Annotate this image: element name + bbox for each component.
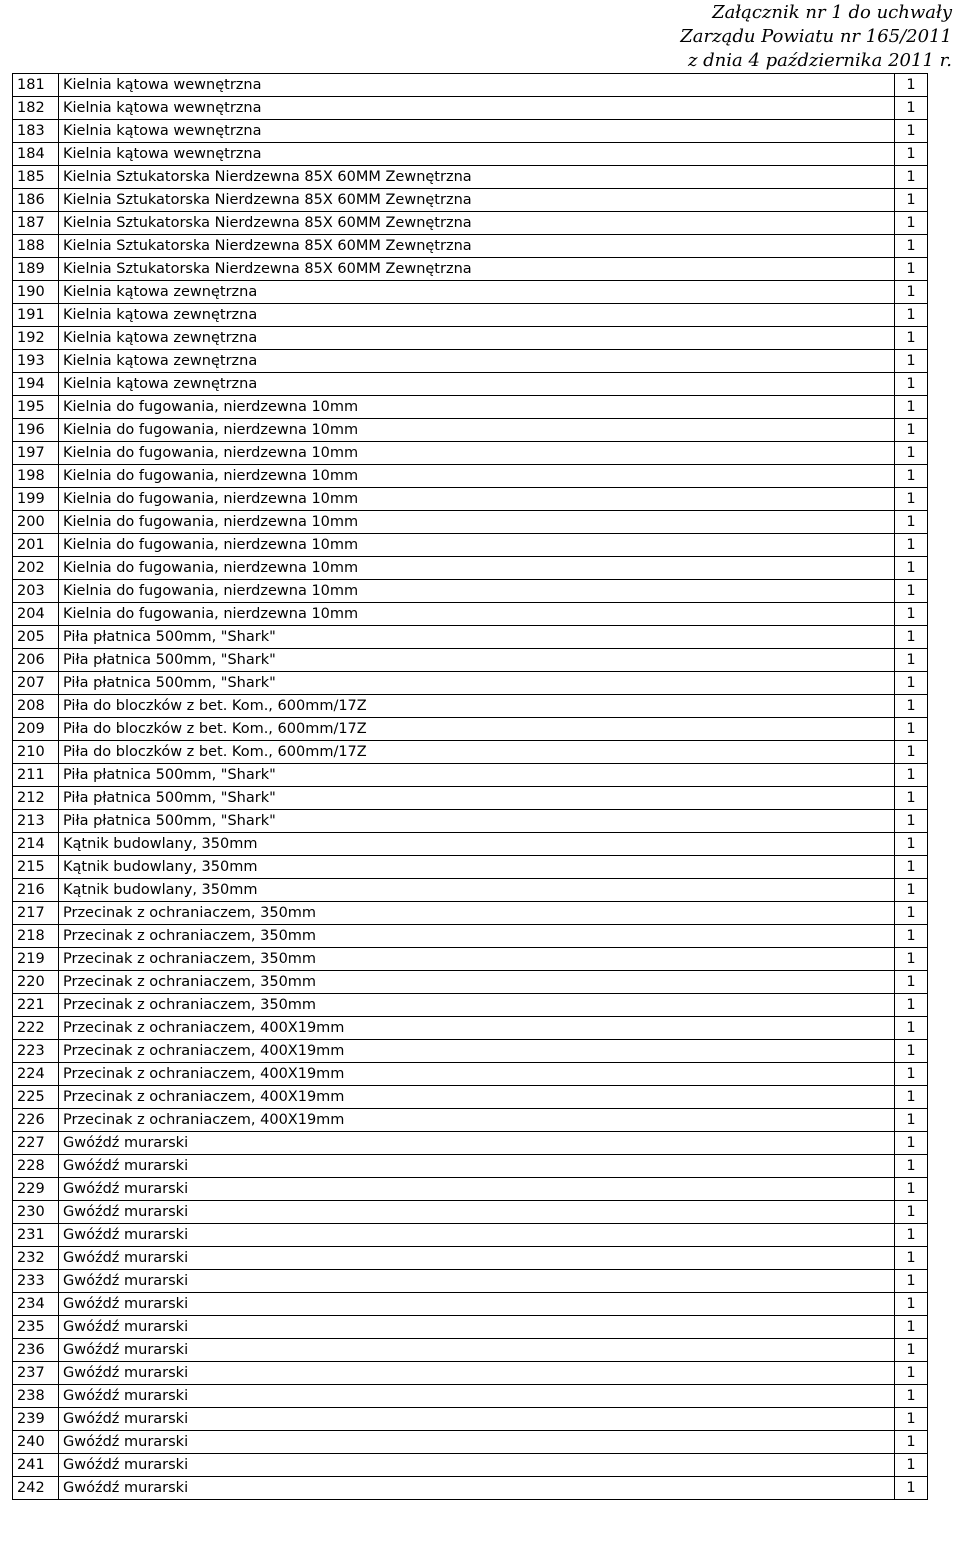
- quantity-cell: 1: [895, 971, 928, 994]
- quantity-cell: 1: [895, 764, 928, 787]
- item-name-cell: Kielnia Sztukatorska Nierdzewna 85X 60MM Zewnętrzna: [59, 166, 895, 189]
- quantity-cell: 1: [895, 1155, 928, 1178]
- item-name-cell: Piła płatnica 500mm, "Shark": [59, 810, 895, 833]
- row-number-cell: 231: [13, 1224, 59, 1247]
- table-row: [13, 856, 928, 879]
- quantity-cell: 1: [895, 1385, 928, 1408]
- row-number-cell: 234: [13, 1293, 59, 1316]
- row-number-cell: 217: [13, 902, 59, 925]
- table-row: [13, 189, 928, 212]
- table-row: [13, 1224, 928, 1247]
- table-row: [13, 442, 928, 465]
- quantity-cell: 1: [895, 1178, 928, 1201]
- row-number-cell: 209: [13, 718, 59, 741]
- item-name-cell: Piła płatnica 500mm, "Shark": [59, 787, 895, 810]
- item-name-cell: Piła płatnica 500mm, "Shark": [59, 649, 895, 672]
- table-row: [13, 1132, 928, 1155]
- quantity-cell: 1: [895, 1063, 928, 1086]
- item-name-cell: Kielnia kątowa wewnętrzna: [59, 143, 895, 166]
- item-name-cell: Kielnia Sztukatorska Nierdzewna 85X 60MM Zewnętrzna: [59, 212, 895, 235]
- row-number-cell: 196: [13, 419, 59, 442]
- quantity-cell: 1: [895, 994, 928, 1017]
- row-number-cell: 222: [13, 1017, 59, 1040]
- table-row: [13, 1293, 928, 1316]
- quantity-cell: 1: [895, 741, 928, 764]
- table-row: [13, 971, 928, 994]
- quantity-cell: 1: [895, 603, 928, 626]
- row-number-cell: 225: [13, 1086, 59, 1109]
- row-number-cell: 192: [13, 327, 59, 350]
- quantity-cell: 1: [895, 1408, 928, 1431]
- row-number-cell: 228: [13, 1155, 59, 1178]
- table-row: [13, 1339, 928, 1362]
- item-name-cell: Kielnia do fugowania, nierdzewna 10mm: [59, 442, 895, 465]
- row-number-cell: 230: [13, 1201, 59, 1224]
- quantity-cell: 1: [895, 442, 928, 465]
- item-name-cell: Kielnia do fugowania, nierdzewna 10mm: [59, 511, 895, 534]
- item-name-cell: Kielnia Sztukatorska Nierdzewna 85X 60MM Zewnętrzna: [59, 235, 895, 258]
- row-number-cell: 221: [13, 994, 59, 1017]
- table-row: [13, 557, 928, 580]
- row-number-cell: 211: [13, 764, 59, 787]
- table-row: [13, 166, 928, 189]
- table-row: [13, 350, 928, 373]
- item-name-cell: Gwóźdź murarski: [59, 1454, 895, 1477]
- item-name-cell: Gwóźdź murarski: [59, 1247, 895, 1270]
- table-row: [13, 741, 928, 764]
- quantity-cell: 1: [895, 1040, 928, 1063]
- item-name-cell: Kielnia do fugowania, nierdzewna 10mm: [59, 603, 895, 626]
- row-number-cell: 216: [13, 879, 59, 902]
- table-row: [13, 327, 928, 350]
- item-name-cell: Kielnia kątowa zewnętrzna: [59, 350, 895, 373]
- quantity-cell: 1: [895, 580, 928, 603]
- quantity-cell: 1: [895, 488, 928, 511]
- row-number-cell: 185: [13, 166, 59, 189]
- quantity-cell: 1: [895, 833, 928, 856]
- row-number-cell: 214: [13, 833, 59, 856]
- row-number-cell: 208: [13, 695, 59, 718]
- attachment-header: [552, 0, 952, 73]
- table-row: [13, 764, 928, 787]
- item-name-cell: Gwóźdź murarski: [59, 1385, 895, 1408]
- item-name-cell: Piła płatnica 500mm, "Shark": [59, 626, 895, 649]
- row-number-cell: 238: [13, 1385, 59, 1408]
- row-number-cell: 236: [13, 1339, 59, 1362]
- row-number-cell: 181: [13, 74, 59, 97]
- quantity-cell: 1: [895, 1362, 928, 1385]
- row-number-cell: 212: [13, 787, 59, 810]
- table-row: [13, 925, 928, 948]
- table-row: [13, 1362, 928, 1385]
- table-row: [13, 120, 928, 143]
- quantity-cell: 1: [895, 74, 928, 97]
- quantity-cell: 1: [895, 557, 928, 580]
- row-number-cell: 213: [13, 810, 59, 833]
- row-number-cell: 226: [13, 1109, 59, 1132]
- quantity-cell: 1: [895, 672, 928, 695]
- table-row: [13, 672, 928, 695]
- table-row: [13, 488, 928, 511]
- item-name-cell: Gwóźdź murarski: [59, 1339, 895, 1362]
- table-row: [13, 580, 928, 603]
- table-row: [13, 1017, 928, 1040]
- item-name-cell: Kielnia do fugowania, nierdzewna 10mm: [59, 557, 895, 580]
- item-name-cell: Kielnia kątowa zewnętrzna: [59, 281, 895, 304]
- header-line-date: z dnia 4 października 2011 r.: [687, 50, 952, 71]
- table-row: [13, 833, 928, 856]
- quantity-cell: 1: [895, 1247, 928, 1270]
- table-row: [13, 1040, 928, 1063]
- item-name-cell: Kątnik budowlany, 350mm: [59, 856, 895, 879]
- item-name-cell: Przecinak z ochraniaczem, 350mm: [59, 948, 895, 971]
- quantity-cell: 1: [895, 1132, 928, 1155]
- quantity-cell: 1: [895, 304, 928, 327]
- table-row: [13, 534, 928, 557]
- item-name-cell: Piła do bloczków z bet. Kom., 600mm/17Z: [59, 695, 895, 718]
- row-number-cell: 197: [13, 442, 59, 465]
- table-row: [13, 1385, 928, 1408]
- item-name-cell: Gwóźdź murarski: [59, 1316, 895, 1339]
- row-number-cell: 227: [13, 1132, 59, 1155]
- row-number-cell: 200: [13, 511, 59, 534]
- item-name-cell: Kielnia do fugowania, nierdzewna 10mm: [59, 488, 895, 511]
- table-row: [13, 1477, 928, 1500]
- table-row: [13, 511, 928, 534]
- item-name-cell: Kielnia Sztukatorska Nierdzewna 85X 60MM Zewnętrzna: [59, 189, 895, 212]
- item-name-cell: Przecinak z ochraniaczem, 400X19mm: [59, 1017, 895, 1040]
- item-name-cell: Gwóźdź murarski: [59, 1362, 895, 1385]
- row-number-cell: 220: [13, 971, 59, 994]
- table-row: [13, 258, 928, 281]
- item-name-cell: Kielnia kątowa wewnętrzna: [59, 97, 895, 120]
- row-number-cell: 223: [13, 1040, 59, 1063]
- table-row: [13, 994, 928, 1017]
- row-number-cell: 242: [13, 1477, 59, 1500]
- quantity-cell: 1: [895, 1270, 928, 1293]
- row-number-cell: 193: [13, 350, 59, 373]
- item-name-cell: Kielnia kątowa wewnętrzna: [59, 120, 895, 143]
- row-number-cell: 203: [13, 580, 59, 603]
- item-name-cell: Kielnia do fugowania, nierdzewna 10mm: [59, 534, 895, 557]
- table-row: [13, 718, 928, 741]
- table-row: [13, 373, 928, 396]
- table-row: [13, 1408, 928, 1431]
- header-line-resolution: Zarządu Powiatu nr 165/2011: [680, 26, 952, 47]
- quantity-cell: 1: [895, 695, 928, 718]
- row-number-cell: 190: [13, 281, 59, 304]
- table-row: [13, 810, 928, 833]
- quantity-cell: 1: [895, 902, 928, 925]
- row-number-cell: 233: [13, 1270, 59, 1293]
- row-number-cell: 215: [13, 856, 59, 879]
- item-name-cell: Gwóźdź murarski: [59, 1270, 895, 1293]
- table-row: [13, 1109, 928, 1132]
- table-row: [13, 235, 928, 258]
- quantity-cell: 1: [895, 626, 928, 649]
- quantity-cell: 1: [895, 649, 928, 672]
- row-number-cell: 207: [13, 672, 59, 695]
- table-row: [13, 396, 928, 419]
- quantity-cell: 1: [895, 1293, 928, 1316]
- row-number-cell: 188: [13, 235, 59, 258]
- quantity-cell: 1: [895, 120, 928, 143]
- item-name-cell: Piła płatnica 500mm, "Shark": [59, 764, 895, 787]
- table-row: [13, 626, 928, 649]
- quantity-cell: 1: [895, 718, 928, 741]
- table-row: [13, 787, 928, 810]
- row-number-cell: 210: [13, 741, 59, 764]
- row-number-cell: 240: [13, 1431, 59, 1454]
- row-number-cell: 182: [13, 97, 59, 120]
- quantity-cell: 1: [895, 879, 928, 902]
- item-name-cell: Przecinak z ochraniaczem, 400X19mm: [59, 1040, 895, 1063]
- item-name-cell: Piła do bloczków z bet. Kom., 600mm/17Z: [59, 741, 895, 764]
- item-name-cell: Gwóźdź murarski: [59, 1224, 895, 1247]
- row-number-cell: 202: [13, 557, 59, 580]
- quantity-cell: 1: [895, 1454, 928, 1477]
- row-number-cell: 189: [13, 258, 59, 281]
- table-row: [13, 74, 928, 97]
- quantity-cell: 1: [895, 97, 928, 120]
- row-number-cell: 198: [13, 465, 59, 488]
- quantity-cell: 1: [895, 925, 928, 948]
- table-row: [13, 1454, 928, 1477]
- row-number-cell: 184: [13, 143, 59, 166]
- row-number-cell: 232: [13, 1247, 59, 1270]
- row-number-cell: 206: [13, 649, 59, 672]
- item-name-cell: Kielnia do fugowania, nierdzewna 10mm: [59, 396, 895, 419]
- table-row: [13, 695, 928, 718]
- item-name-cell: Przecinak z ochraniaczem, 400X19mm: [59, 1109, 895, 1132]
- item-name-cell: Kielnia kątowa wewnętrzna: [59, 74, 895, 97]
- item-name-cell: Kielnia Sztukatorska Nierdzewna 85X 60MM Zewnętrzna: [59, 258, 895, 281]
- item-name-cell: Kielnia kątowa zewnętrzna: [59, 373, 895, 396]
- table-row: [13, 1270, 928, 1293]
- row-number-cell: 199: [13, 488, 59, 511]
- item-name-cell: Gwóźdź murarski: [59, 1178, 895, 1201]
- quantity-cell: 1: [895, 281, 928, 304]
- quantity-cell: 1: [895, 534, 928, 557]
- row-number-cell: 229: [13, 1178, 59, 1201]
- quantity-cell: 1: [895, 419, 928, 442]
- item-name-cell: Kielnia do fugowania, nierdzewna 10mm: [59, 419, 895, 442]
- item-name-cell: Gwóźdź murarski: [59, 1293, 895, 1316]
- table-row: [13, 1201, 928, 1224]
- quantity-cell: 1: [895, 810, 928, 833]
- item-name-cell: Przecinak z ochraniaczem, 350mm: [59, 902, 895, 925]
- table-row: [13, 465, 928, 488]
- item-name-cell: Piła płatnica 500mm, "Shark": [59, 672, 895, 695]
- item-name-cell: Przecinak z ochraniaczem, 350mm: [59, 994, 895, 1017]
- items-table-body: [13, 74, 928, 1500]
- quantity-cell: 1: [895, 373, 928, 396]
- table-row: [13, 649, 928, 672]
- item-name-cell: Przecinak z ochraniaczem, 400X19mm: [59, 1086, 895, 1109]
- row-number-cell: 235: [13, 1316, 59, 1339]
- item-name-cell: Kielnia kątowa zewnętrzna: [59, 304, 895, 327]
- row-number-cell: 219: [13, 948, 59, 971]
- quantity-cell: 1: [895, 189, 928, 212]
- quantity-cell: 1: [895, 235, 928, 258]
- quantity-cell: 1: [895, 1017, 928, 1040]
- row-number-cell: 205: [13, 626, 59, 649]
- quantity-cell: 1: [895, 787, 928, 810]
- quantity-cell: 1: [895, 856, 928, 879]
- quantity-cell: 1: [895, 143, 928, 166]
- quantity-cell: 1: [895, 1224, 928, 1247]
- table-row: [13, 1155, 928, 1178]
- table-row: [13, 603, 928, 626]
- quantity-cell: 1: [895, 1109, 928, 1132]
- table-row: [13, 212, 928, 235]
- table-row: [13, 879, 928, 902]
- quantity-cell: 1: [895, 465, 928, 488]
- row-number-cell: 218: [13, 925, 59, 948]
- row-number-cell: 237: [13, 1362, 59, 1385]
- item-name-cell: Kielnia do fugowania, nierdzewna 10mm: [59, 465, 895, 488]
- items-table: [12, 73, 928, 1500]
- item-name-cell: Gwóźdź murarski: [59, 1155, 895, 1178]
- item-name-cell: Kielnia kątowa zewnętrzna: [59, 327, 895, 350]
- quantity-cell: 1: [895, 350, 928, 373]
- item-name-cell: Piła do bloczków z bet. Kom., 600mm/17Z: [59, 718, 895, 741]
- item-name-cell: Gwóźdź murarski: [59, 1201, 895, 1224]
- row-number-cell: 186: [13, 189, 59, 212]
- quantity-cell: 1: [895, 1431, 928, 1454]
- row-number-cell: 224: [13, 1063, 59, 1086]
- table-row: [13, 1316, 928, 1339]
- item-name-cell: Gwóźdź murarski: [59, 1431, 895, 1454]
- table-row: [13, 1431, 928, 1454]
- quantity-cell: 1: [895, 212, 928, 235]
- item-name-cell: Kielnia do fugowania, nierdzewna 10mm: [59, 580, 895, 603]
- quantity-cell: 1: [895, 1316, 928, 1339]
- table-row: [13, 281, 928, 304]
- quantity-cell: 1: [895, 511, 928, 534]
- table-row: [13, 1086, 928, 1109]
- quantity-cell: 1: [895, 1201, 928, 1224]
- row-number-cell: 204: [13, 603, 59, 626]
- row-number-cell: 195: [13, 396, 59, 419]
- row-number-cell: 183: [13, 120, 59, 143]
- quantity-cell: 1: [895, 166, 928, 189]
- table-row: [13, 1063, 928, 1086]
- row-number-cell: 191: [13, 304, 59, 327]
- table-row: [13, 1247, 928, 1270]
- quantity-cell: 1: [895, 1477, 928, 1500]
- row-number-cell: 194: [13, 373, 59, 396]
- table-row: [13, 304, 928, 327]
- item-name-cell: Przecinak z ochraniaczem, 350mm: [59, 971, 895, 994]
- row-number-cell: 201: [13, 534, 59, 557]
- table-row: [13, 143, 928, 166]
- quantity-cell: 1: [895, 396, 928, 419]
- row-number-cell: 187: [13, 212, 59, 235]
- table-row: [13, 97, 928, 120]
- row-number-cell: 241: [13, 1454, 59, 1477]
- table-row: [13, 1178, 928, 1201]
- item-name-cell: Kątnik budowlany, 350mm: [59, 879, 895, 902]
- quantity-cell: 1: [895, 948, 928, 971]
- item-name-cell: Przecinak z ochraniaczem, 400X19mm: [59, 1063, 895, 1086]
- item-name-cell: Kątnik budowlany, 350mm: [59, 833, 895, 856]
- row-number-cell: 239: [13, 1408, 59, 1431]
- table-row: [13, 948, 928, 971]
- item-name-cell: Gwóźdź murarski: [59, 1408, 895, 1431]
- item-name-cell: Gwóźdź murarski: [59, 1132, 895, 1155]
- table-row: [13, 419, 928, 442]
- item-name-cell: Przecinak z ochraniaczem, 350mm: [59, 925, 895, 948]
- item-name-cell: Gwóźdź murarski: [59, 1477, 895, 1500]
- table-row: [13, 902, 928, 925]
- quantity-cell: 1: [895, 1086, 928, 1109]
- quantity-cell: 1: [895, 327, 928, 350]
- header-line-attachment: Załącznik nr 1 do uchwały: [712, 2, 952, 23]
- quantity-cell: 1: [895, 258, 928, 281]
- quantity-cell: 1: [895, 1339, 928, 1362]
